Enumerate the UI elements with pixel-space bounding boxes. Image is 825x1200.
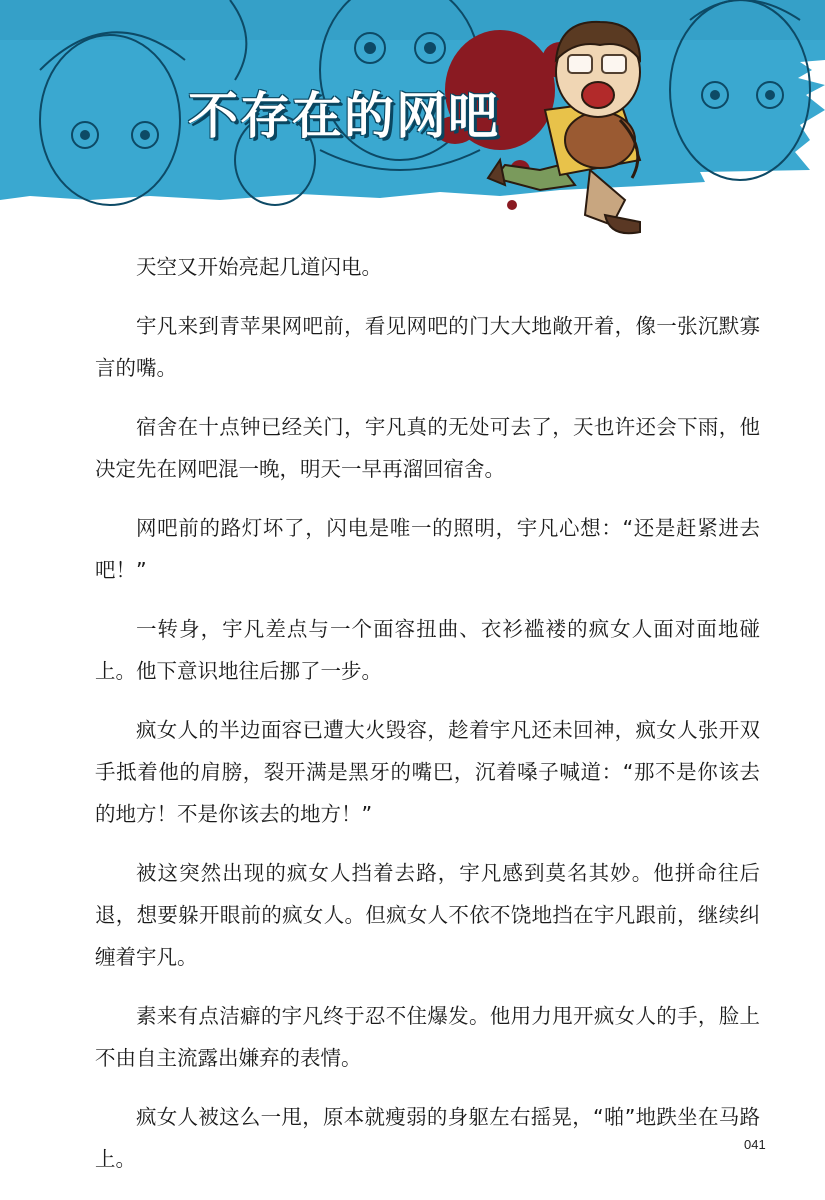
paragraph: 网吧前的路灯坏了，闪电是唯一的照明，宇凡心想：“还是赶紧进去吧！” (95, 516, 760, 582)
paragraph: 宇凡来到青苹果网吧前，看见网吧的门大大地敞开着，像一张沉默寡言的嘴。 (95, 314, 760, 380)
body-text (95, 246, 760, 1197)
paragraph: 疯女人被这么一甩，原本就瘦弱的身躯左右摇晃，“啪”地跌坐在马路上。 (95, 1105, 760, 1171)
paragraph: 一转身，宇凡差点与一个面容扭曲、衣衫褴褛的疯女人面对面地碰上。他下意识地往后挪了一步。 (95, 617, 760, 683)
chapter-title: 不存在的网吧 (188, 87, 500, 145)
chapter-banner (0, 0, 825, 240)
paragraph: 天空又开始亮起几道闪电。 (136, 255, 382, 279)
paragraph: 疯女人的半边面容已遭大火毁容，趁着宇凡还未回神，疯女人张开双手抵着他的肩膀，裂开满是黑牙的嘴巴，沉着嗓子喊道：“那不是你该去的地方！不是你该去的地方！” (95, 718, 760, 826)
paragraph: 素来有点洁癖的宇凡终于忍不住爆发。他用力甩开疯女人的手，脸上不由自主流露出嫌弃的表情。 (95, 1004, 760, 1070)
paragraph: 宿舍在十点钟已经关门，宇凡真的无处可去了，天也许还会下雨，他决定先在网吧混一晚，明天一早再溜回宿舍。 (95, 415, 760, 481)
page-number: 041 (744, 1137, 766, 1152)
paragraph: 被这突然出现的疯女人挡着去路，宇凡感到莫名其妙。他拼命往后退，想要躲开眼前的疯女人。但疯女人不依不饶地挡在宇凡跟前，继续纠缠着宇凡。 (95, 861, 760, 969)
